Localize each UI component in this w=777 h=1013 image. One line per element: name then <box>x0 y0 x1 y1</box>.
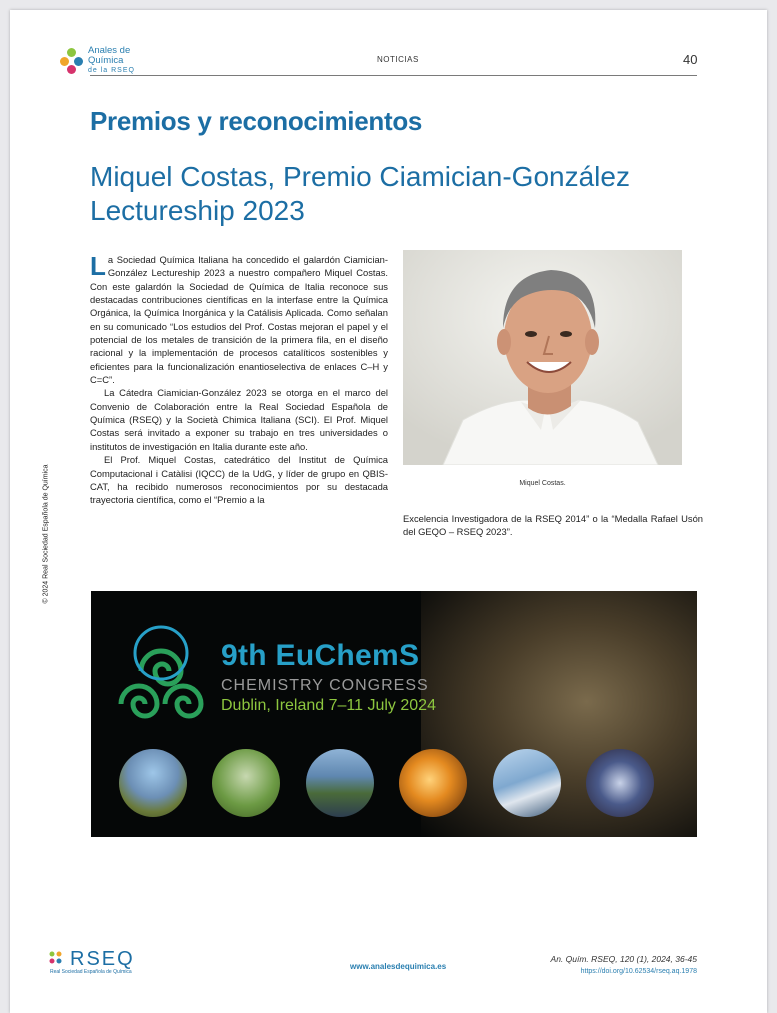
photo-caption: Miquel Costas. <box>519 480 566 487</box>
article-body-right <box>403 512 703 539</box>
citation: An. Quím. RSEQ, 120 (1), 2024, 36-45 <box>550 954 697 964</box>
paragraph-3-continued: Excelencia Investigadora de la RSEQ 2014” o la “Medalla Rafael Usón del GEQO – RSEQ 2023”. <box>403 513 703 538</box>
photo-circle-cliffs <box>306 749 374 817</box>
logo-dots-icon <box>58 48 86 76</box>
logo-line1: Anales de <box>88 45 131 56</box>
footer-logo-text: RSEQ <box>70 948 135 970</box>
portrait-photo <box>403 250 682 465</box>
triskele-logo-icon <box>101 616 221 736</box>
article-body-left <box>90 253 388 507</box>
header-divider <box>90 75 697 76</box>
photo-circle-library <box>586 749 654 817</box>
rseq-footer-logo <box>48 950 168 980</box>
footer-logo-subtitle: Real Sociedad Española de Química <box>50 969 132 975</box>
logo-line3: de la RSEQ <box>88 67 135 74</box>
photo-circle-dancers <box>212 749 280 817</box>
page-number: 40 <box>683 52 698 67</box>
logo-line2: Química <box>88 55 124 66</box>
section-title: Premios y reconocimientos <box>90 106 423 136</box>
side-copyright: © 2024 Real Sociedad Española de Química <box>42 464 50 604</box>
photo-circle-castle <box>119 749 187 817</box>
page <box>10 10 767 1013</box>
photo-circle-lab <box>399 749 467 817</box>
article-title: Miquel Costas, Premio Ciamician-González Lectureship 2023 <box>90 161 630 226</box>
drop-cap: L <box>90 251 106 281</box>
doi-link[interactable]: https://doi.org/10.62534/rseq.aq.1978 <box>580 968 697 975</box>
section-label: NOTICIAS <box>377 55 419 64</box>
paragraph-2: La Cátedra Ciamician-González 2023 se otorga en el marco del Convenio de Colaboración entre la Real Sociedad Española de Química (RSEQ) y la Società Chimica Italiana (SCI). El Prof. Miquel Costas será invitado a exponer su trabajo en tres universidades o institutos de investigación en Italia durante este año. <box>90 387 388 452</box>
banner-title: 9th EuChemS <box>221 639 420 672</box>
paragraph-3: El Prof. Miquel Costas, catedrático del Institut de Química Computacional i Catàlisi (IQCC) de la UdG, y líder de grupo en QBIS-CAT, ha recibido numerosos reconocimientos por su destacada trayectoria científica, como el “Premio a la <box>90 454 388 506</box>
banner-subtitle: CHEMISTRY CONGRESS <box>221 677 429 694</box>
photo-circle-convention-center <box>493 749 561 817</box>
banner-stone-background <box>421 591 697 837</box>
congress-banner[interactable] <box>91 591 697 837</box>
rseq-dots-icon <box>48 950 68 970</box>
paragraph-1: La Sociedad Química Italiana ha concedido el galardón Ciamician-González Lectureship 2023 a nuestro compañero Miquel Costas. Con este galardón la Sociedad de Química de Italia reconoce sus destacadas contribuciones científicas en la interfase entre la Química Orgánica, la Química Inorgánica y la Catálisis Aplicada. Como señalan en su comunicado “Los estudios del Prof. Costas mejoran el papel y el potencial de los metales de transición de la primera fila, en el diseño racional y la implementación de procesos catalíticos sostenibles y eficientes para la funcionalización enantioselectiva de enlaces C–H y C=C”. <box>90 251 388 386</box>
banner-location-date: Dublin, Ireland 7–11 July 2024 <box>221 697 436 714</box>
journal-website-link[interactable]: www.analesdequimica.es <box>350 962 447 971</box>
